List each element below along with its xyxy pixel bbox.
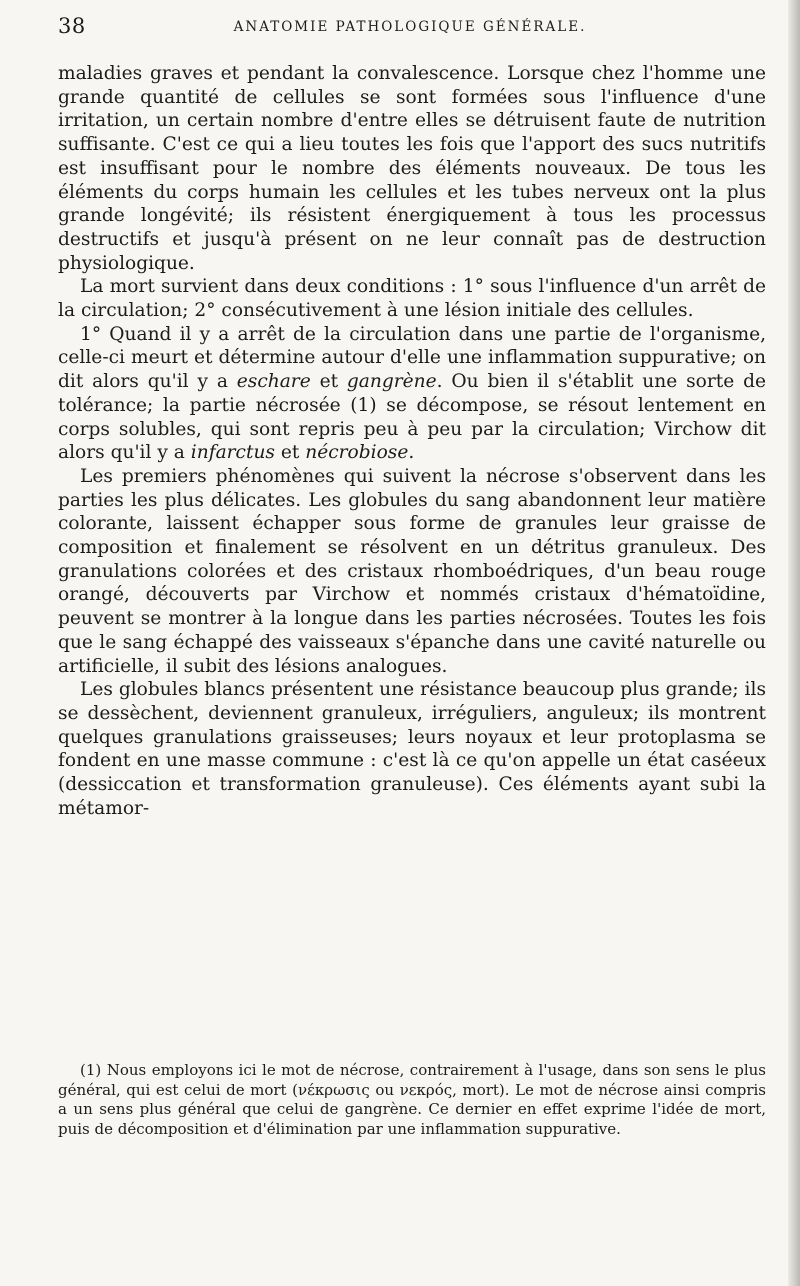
paragraph: La mort survient dans deux conditions : 1° sous l'influence d'un arrêt de la circulation; 2° consécutivement à une lésion initiale des cellules. [58, 276, 766, 322]
text-run: 1° Quand il y a arrêt de la circulation dans une partie de l'organisme, celle-ci meurt et détermine autour d'elle une inflammation suppurative; on dit alors qu'il y a [58, 323, 766, 393]
italic-term: infarctus [190, 442, 275, 464]
text-run: . [408, 442, 415, 464]
paragraph [58, 323, 766, 465]
page-header [58, 4, 758, 44]
page-number: 38 [58, 14, 86, 38]
text-run: . Ou bien il s'établit une sorte de tolérance; la partie nécrosée (1) se décompose, se résout lentement en corps solubles, qui sont repris peu à peu par la circulation; Virchow dit alors qu'il y a [58, 371, 766, 464]
footnotes [58, 1061, 766, 1139]
italic-term: nécrobiose [305, 442, 409, 464]
italic-term: eschare [236, 371, 311, 393]
paragraph: maladies graves et pendant la convalescence. Lorsque chez l'homme une grande quantité de cellules se sont formées sous l'influence d'une irritation, un certain nombre d'entre elles se détruisent faute de nutrition suffisante. C'est ce qui a lieu toutes les fois que l'apport des sucs nutritifs est insuffisant pour le nombre des éléments nouveaux. De tous les éléments du corps humain les cellules et les tubes nerveux ont la plus grande longévité; ils résistent énergiquement à tous les processus destructifs et jusqu'à présent on ne leur connaît pas de destruction physiologique. [58, 63, 766, 274]
page-edge-shadow [788, 0, 800, 1286]
text-run: et [274, 442, 306, 464]
footnote: (1) Nous employons ici le mot de nécrose, contrairement à l'usage, dans son sens le plus général, qui est celui de mort (νέκρωσις ou νεκρός, mort). Le mot de nécrose ainsi compris a un sens plus général que celui de gangrène. Ce dernier en effet exprime l'idée de mort, puis de décomposition et d'élimination par une inflammation suppurative. [58, 1061, 766, 1138]
running-title: ANATOMIE PATHOLOGIQUE GÉNÉRALE. [233, 19, 587, 35]
italic-term: gangrène [346, 371, 437, 393]
main-text [58, 62, 766, 821]
text-run: et [310, 371, 347, 393]
paragraph: Les globules blancs présentent une résistance beaucoup plus grande; ils se dessèchent, deviennent granuleux, irréguliers, anguleux; ils montrent quelques granulations graisseuses; leurs noyaux et leur protoplasma se fondent en une masse commune : c'est là ce qu'on appelle un état caséeux (dessiccation et transformation granuleuse). Ces éléments ayant subi la métamor- [58, 679, 766, 819]
paragraph: Les premiers phénomènes qui suivent la nécrose s'observent dans les parties les plus délicates. Les globules du sang abandonnent leur matière colorante, laissent échapper sous forme de granules leur graisse de composition et finalement se résolvent en un détritus granuleux. Des granulations colorées et des cristaux rhomboédriques, d'un beau rouge orangé, découverts par Virchow et nommés cristaux d'hématoïdine, peuvent se montrer à la longue dans les parties nécrosées. Toutes les fois que le sang échappé des vaisseaux s'épanche dans une cavité naturelle ou artificielle, il subit des lésions analogues. [58, 465, 766, 677]
